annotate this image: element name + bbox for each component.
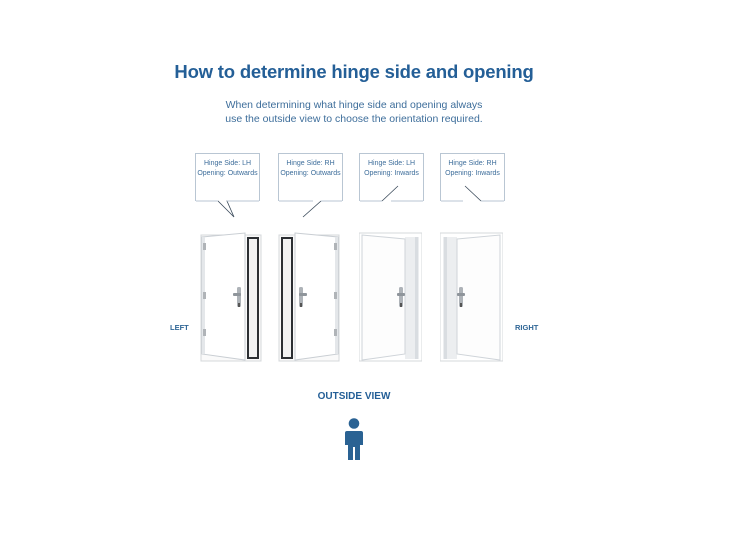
right-label: RIGHT [515, 323, 539, 332]
callout-lh-outwards: Hinge Side: LH Opening: Outwards [195, 153, 260, 201]
door-rh-outwards-image [278, 229, 341, 362]
callout-rh-outwards: Hinge Side: RH Opening: Outwards [278, 153, 343, 201]
left-label: LEFT [170, 323, 189, 332]
page-title: How to determine hinge side and opening [174, 61, 534, 82]
callout-lh-inwards: Hinge Side: LH Opening: Inwards [359, 153, 424, 201]
callout-rh-inwards: Hinge Side: RH Opening: Inwards [440, 153, 505, 201]
instructions-text: When determining what hinge side and opening always use the outside view to choose the orientation required. [225, 99, 483, 125]
door-lh-outwards-image [199, 229, 262, 362]
door-rh-inwards-image [440, 229, 503, 362]
outside-view-label: OUTSIDE VIEW [317, 391, 391, 402]
person-icon [344, 418, 364, 460]
door-lh-inwards-image [359, 229, 422, 362]
